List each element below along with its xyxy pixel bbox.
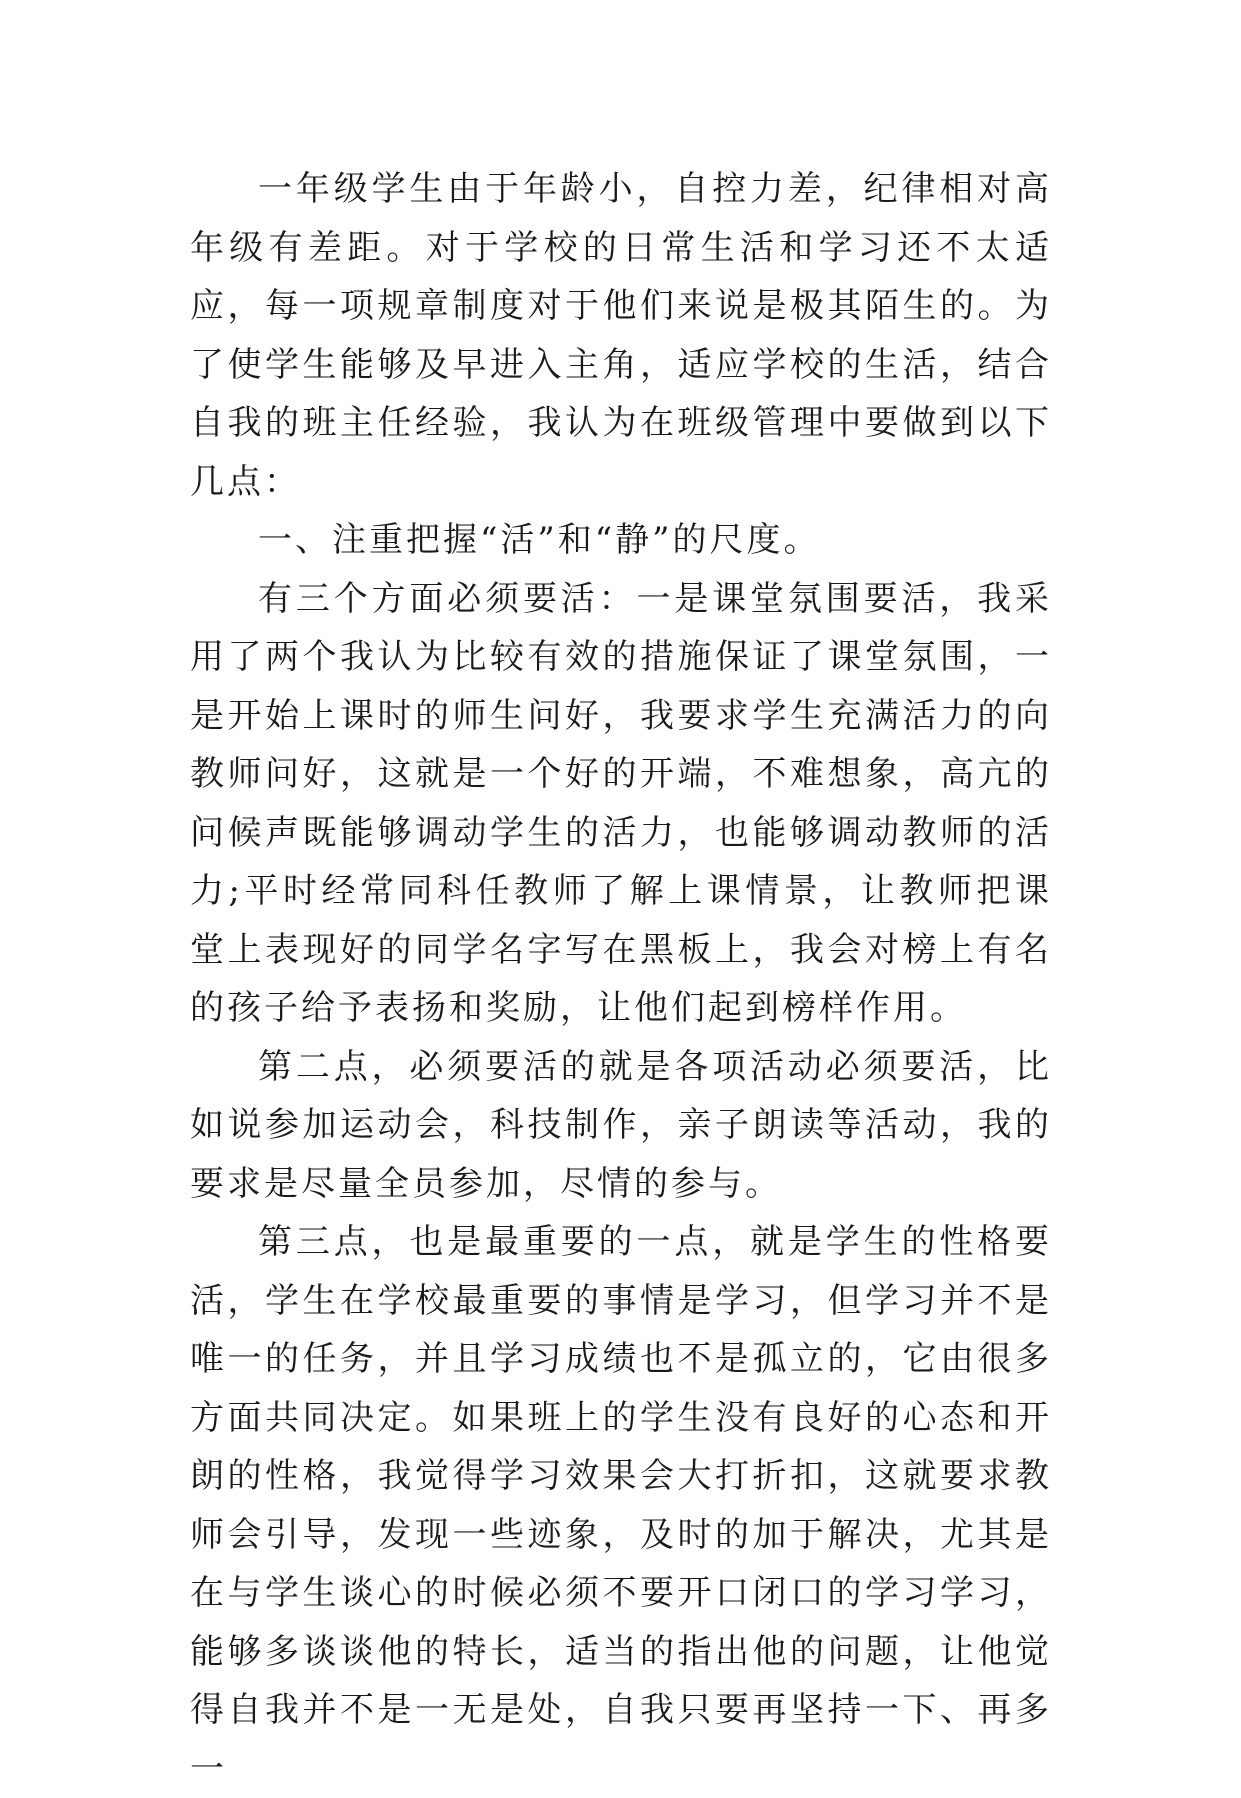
section-heading: 一、注重把握“活”和“静”的尺度。 [258,520,821,560]
paragraph-activities: 第二点，必须要活的就是各项活动必须要活，比如说参加运动会，科技制作，亲子朗读等活动，我的要求是尽量全员参加，尽情的参与。 [190,1046,1052,1204]
paragraph-classroom-atmosphere: 有三个方面必须要活：一是课堂氛围要活，我采用了两个我认为比较有效的措施保证了课堂氛围，一是开始上课时的师生问好，我要求学生充满活力的向教师问好，这就是一个好的开端，不难想象，高亢的问候声既能够调动学生的活力，也能够调动教师的活力;平时经常同科任教师了解上课情景，让教师把课堂上表现好的同学名字写在黑板上，我会对榜上有名的孩子给予表扬和奖励，让他们起到榜样作用。 [190,578,1052,1028]
paragraph-personality: 第三点，也是最重要的一点，就是学生的性格要活，学生在学校最重要的事情是学习，但学习并不是唯一的任务，并且学习成绩也不是孤立的，它由很多方面共同决定。如果班上的学生没有良好的心态和开朗的性格，我觉得学习效果会大打折扣，这就要求教师会引导，发现一些迹象，及时的加于解决，尤其是在与学生谈心的时候必须不要开口闭口的学习学习，能够多谈谈他的特长，适当的指出他的问题，让他觉得自我并不是一无是处，自我只要再坚持一下、再多一 [190,1222,1052,1789]
document-body [190,160,1052,1798]
paragraph-intro: 一年级学生由于年龄小，自控力差，纪律相对高年级有差距。对于学校的日常生活和学习还不太适应，每一项规章制度对于他们来说是极其陌生的。为了使学生能够及早进入主角，适应学校的生活，结合自我的班主任经验，我认为在班级管理中要做到以下几点： [190,169,1052,502]
